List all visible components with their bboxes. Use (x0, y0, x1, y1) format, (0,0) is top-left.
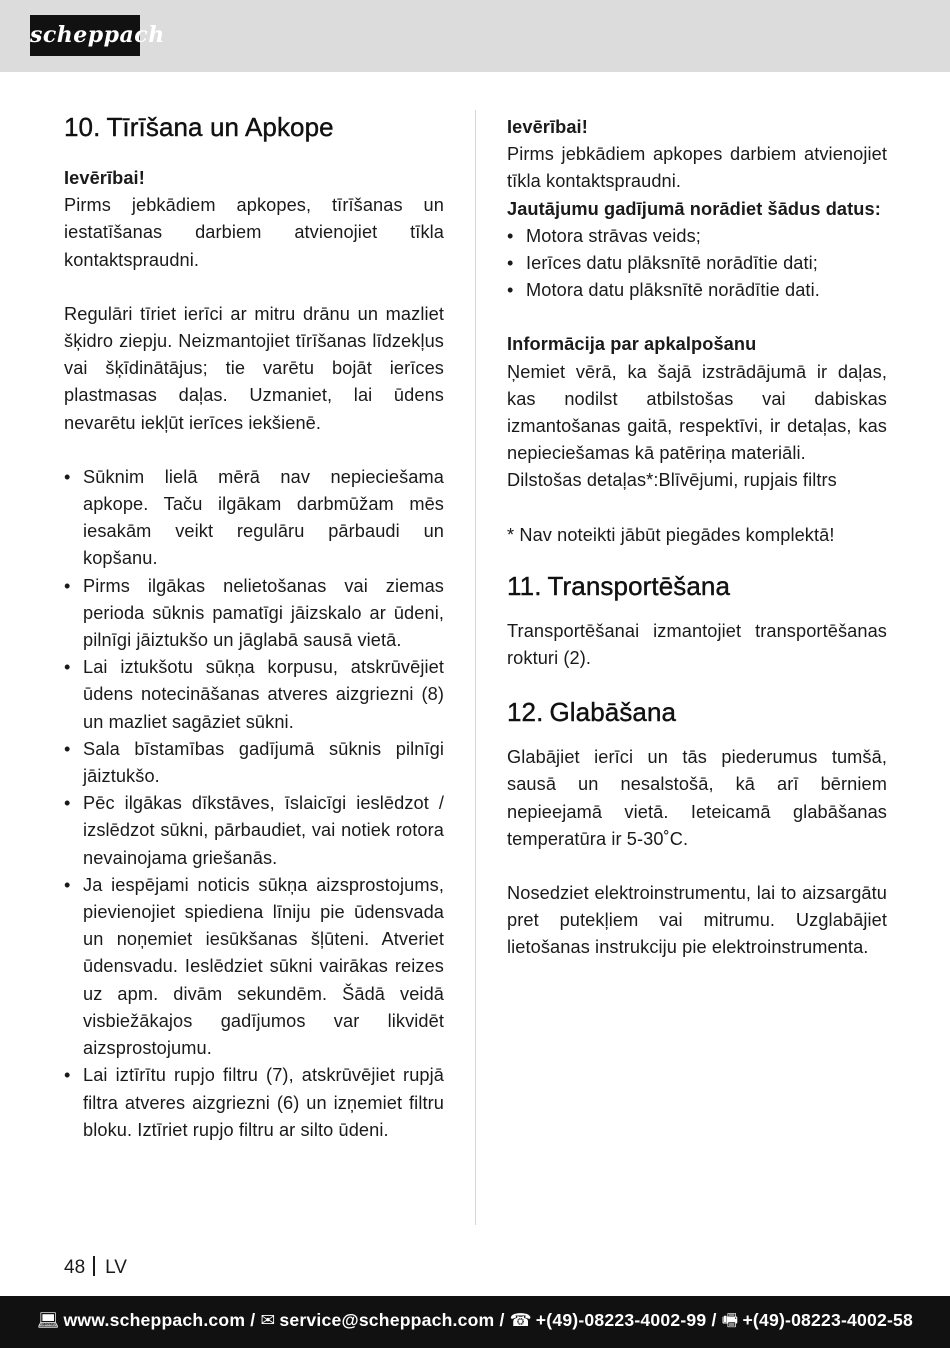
questions-list (507, 223, 887, 305)
section-title: Tīrīšana un Apkope (106, 112, 334, 142)
column-divider (475, 110, 476, 1225)
scheppach-logo: scheppach (30, 15, 140, 56)
list-item: • Pirms ilgākas nelietošanas vai ziemas perioda sūknis pamatīgi jāizskalo ar ūdeni, pilnīgi jāiztukšo un jāglabā sausā vietā. (64, 573, 444, 655)
bullet-icon: • (64, 575, 71, 596)
list-item: • Motora strāvas veids; (507, 223, 887, 250)
section-10-heading (64, 112, 444, 142)
page-separator (93, 1256, 95, 1276)
attention-label: Ievērībai! (64, 168, 145, 188)
bullet-icon: • (64, 1065, 71, 1086)
bullet-icon: • (64, 738, 71, 759)
attention-text: Pirms jebkādiem apkopes, tīrīšanas un iestatīšanas darbiem atvienojiet tīkla kontaktspraudni. (64, 195, 444, 270)
bullet-icon: • (64, 657, 71, 678)
page-number-value: 48 (64, 1257, 86, 1278)
right-column (507, 112, 887, 962)
list-item: • Lai iztīrītu rupjo filtru (7), atskrūvējiet rupjā filtra atveres aizgriezni (6) un izņemiet filtru bloku. Iztīriet rupjo filtru ar silto ūdeni. (64, 1062, 444, 1144)
bullet-icon: • (507, 280, 514, 301)
computer-icon: 💻︎ (36, 1310, 60, 1330)
fax-number: +(49)-08223-4002-58 (742, 1310, 914, 1330)
list-item: • Lai iztukšotu sūkņa korpusu, atskrūvējiet ūdens notecināšanas atveres aizgriezni (8) un mazliet sagāziet sūkni. (64, 654, 444, 736)
cleaning-text: Regulāri tīriet ierīci ar mitru drānu un mazliet šķidro ziepju. Neizmantojiet tīrīšanas līdzekļus vai šķīdinātājus; tie varētu bojāt ierīces plastmasas daļas. Uzmaniet, lai ūdens nevarētu iekļūt ierīces iekšienē. (64, 303, 444, 433)
service-title: Informācija par apkalpošanu (507, 334, 757, 355)
section-number: 12. (507, 697, 544, 728)
section-title: Transportēšana (547, 570, 731, 601)
list-item: • Sūknim lielā mērā nav nepieciešama apkope. Taču ilgākam darbmūžam mēs iesakām veikt regulāru pārbaudi un kopšanu. (64, 464, 444, 573)
email-link[interactable]: service@scheppach.com (279, 1310, 495, 1330)
transport-text: Transportēšanai izmantojiet transportēšanas rokturi (2). (507, 620, 887, 669)
attention-text: Pirms jebkādiem apkopes darbiem atvienojiet tīkla kontaktspraudni. (507, 144, 887, 192)
bullet-icon: • (507, 225, 514, 246)
section-number: 10. (64, 112, 101, 142)
left-column (64, 112, 444, 1144)
list-item: • Ja iespējami noticis sūkņa aizsprostojums, pievienojiet spiediena līniju pie ūdensvada un noņemiet iesūkšanas šļūteni. Atveriet ūdensvadu. Ieslēdziet sūkni vairākas reizes uz apm. divām sekundēm. Šādā veidā visbiežākajos gadījumos var likvidēt aizsprostojumu. (64, 872, 444, 1062)
page-language: LV (105, 1257, 127, 1278)
section-11-heading (507, 571, 887, 601)
list-item: • Ierīces datu plāksnītē norādītie dati; (507, 250, 887, 277)
attention-label: Ievērībai! (507, 117, 588, 137)
wear-parts-text: Dilstošas detaļas*:Blīvējumi, rupjais filtrs (507, 470, 837, 491)
website-link[interactable]: www.scheppach.com (63, 1310, 246, 1330)
bullet-icon: • (64, 466, 71, 487)
bullet-icon: • (507, 253, 514, 274)
list-item: • Motora datu plāksnītē norādītie dati. (507, 277, 887, 304)
list-item: • Sala bīstamības gadījumā sūknis pilnīgi jāiztukšo. (64, 736, 444, 790)
bullet-icon: • (64, 793, 71, 814)
page-number (64, 1256, 127, 1280)
storage-text-2: Nosedziet elektroinstrumentu, lai to aizsargātu pret putekļiem vai mitrumu. Uzglabājiet lietošanas instrukciju pie elektroinstrumenta. (507, 883, 887, 958)
footnote-text: * Nav noteikti jābūt piegādes komplektā! (507, 524, 835, 545)
phone-number: +(49)-08223-4002-99 (535, 1310, 707, 1330)
bullet-icon: • (64, 874, 71, 895)
maintenance-list (64, 464, 444, 1144)
phone-icon: ☎︎ (509, 1310, 532, 1330)
storage-text-1: Glabājiet ierīci un tās piederumus tumšā, sausā un nesalstošā, kā arī bērniem nepieejamā vietā. Ieteicamā glabāšanas temperatūra ir 5-30˚C. (507, 747, 887, 849)
section-title: Glabāšana (549, 697, 677, 728)
section-number: 11. (507, 570, 542, 601)
email-icon: ✉︎ (260, 1310, 276, 1330)
service-text: Ņemiet vērā, ka šajā izstrādājumā ir daļas, kas nodilst atbilstošas vai dabiskas izmantošanas gaitā, respektīvi, ir detaļas, kas nepieciešamas kā patēriņa materiāli. (507, 361, 887, 464)
page-footer: 💻︎ www.scheppach.com / ✉︎ service@scheppach.com / ☎︎ +(49)-08223-4002-99 / 🖷︎ +(49)-08223-4002-58 (0, 1296, 950, 1348)
questions-label: Jautājumu gadījumā norādiet šādus datus: (507, 198, 881, 219)
fax-icon: 🖷︎ (721, 1310, 739, 1330)
list-item: • Pēc ilgākas dīkstāves, īslaicīgi ieslēdzot / izslēdzot sūkni, pārbaudiet, vai notiek rotora nevainojama griešanās. (64, 790, 444, 872)
page-header (0, 0, 950, 72)
section-12-heading (507, 697, 887, 727)
